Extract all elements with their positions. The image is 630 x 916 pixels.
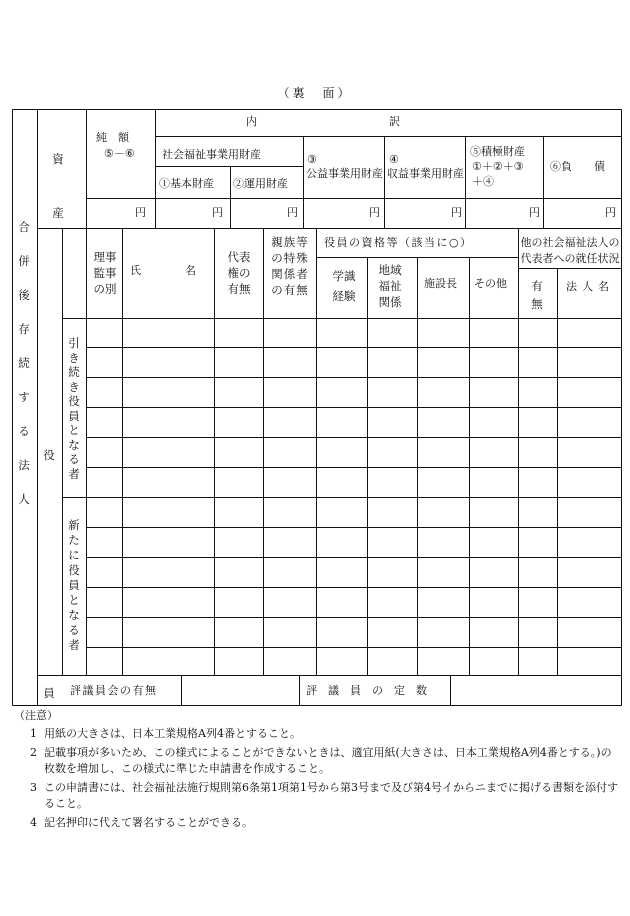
academic-header: 学識経験 bbox=[332, 269, 356, 303]
presence-header: 有無 bbox=[531, 279, 543, 311]
page-label: （裏 面） bbox=[277, 86, 353, 100]
yen-net: 円 bbox=[135, 206, 146, 219]
public-interest-label: 公益事業用財産 bbox=[306, 167, 383, 180]
facility-head-header: 施設長 bbox=[424, 277, 457, 290]
revenue-num: ④ bbox=[389, 153, 399, 166]
name-header: 氏 名 bbox=[130, 264, 196, 277]
public-interest-num: ③ bbox=[307, 153, 317, 166]
positive-formula-2: ＋④ bbox=[472, 175, 494, 188]
positive-property-label: ⑤積極財産 bbox=[470, 145, 525, 158]
note-item: 4 記名押印に代えて署名することができる。 bbox=[30, 816, 253, 829]
net-formula: ⑤－⑥ bbox=[104, 147, 135, 160]
continuing-officers-label: 引き続き役員となる者 bbox=[68, 336, 80, 481]
regional-header: 地域福祉関係 bbox=[378, 263, 402, 309]
council-presence-label: 評議員会の有無 bbox=[70, 684, 158, 697]
relatives-header: 親族等の特殊関係者の有無 bbox=[271, 235, 309, 297]
yen-revenue: 円 bbox=[451, 206, 462, 219]
social-welfare-property-label: 社会福祉事業用財産 bbox=[162, 148, 261, 161]
yen-basic: 円 bbox=[212, 206, 223, 219]
yen-positive: 円 bbox=[529, 206, 540, 219]
liabilities-label: ⑥負 債 bbox=[550, 160, 605, 173]
note-item: 3 この申請書には、社会福祉法施行規則第6条第1項第1号から第3号まで及び第4号イからニまでに掲げる書類を添付すること。 bbox=[30, 781, 618, 810]
yen-operating: 円 bbox=[287, 206, 298, 219]
positive-formula-1: ①＋②＋③ bbox=[472, 160, 524, 173]
notes-section bbox=[14, 708, 622, 834]
note-item: 2 記載事項が多いため、この様式によることができないときは、適宜用紙(大きさは、日本工業規格A列4番とする。)の枚数を増加し、この様式に準じた申請書を作成すること。 bbox=[30, 746, 612, 775]
net-amount-label: 純 額 bbox=[96, 131, 129, 144]
new-officers-label: 新たに役員となる者 bbox=[68, 518, 80, 652]
surviving-corp-label: 合併後存続する法人 bbox=[18, 220, 30, 506]
rep-header: 代表権の有無 bbox=[227, 250, 251, 296]
yen-liabilities: 円 bbox=[605, 206, 616, 219]
notes-heading: （注意） bbox=[14, 709, 58, 722]
officer-label: 役 員 bbox=[43, 448, 67, 700]
council-quota-label: 評 議 員 の 定 数 bbox=[306, 684, 427, 697]
basic-property-label: ①基本財産 bbox=[159, 177, 214, 190]
note-item: 1 用紙の大きさは、日本工業規格A列4番とすること。 bbox=[30, 727, 301, 740]
yen-public: 円 bbox=[369, 206, 380, 219]
other-corp-header: 他の社会福祉法人の代表者への就任状況 bbox=[520, 236, 620, 265]
qualification-header: 役員の資格等（該当に○） bbox=[324, 236, 473, 249]
role-header: 理事監事の別 bbox=[93, 250, 117, 296]
corp-name-header: 法人名 bbox=[566, 280, 614, 293]
breakdown-label: 内 訳 bbox=[246, 115, 400, 128]
other-header: その他 bbox=[474, 277, 507, 290]
assets-label: 資産 bbox=[52, 152, 64, 220]
operating-property-label: ②運用財産 bbox=[233, 177, 288, 190]
revenue-label: 収益事業用財産 bbox=[387, 167, 464, 180]
